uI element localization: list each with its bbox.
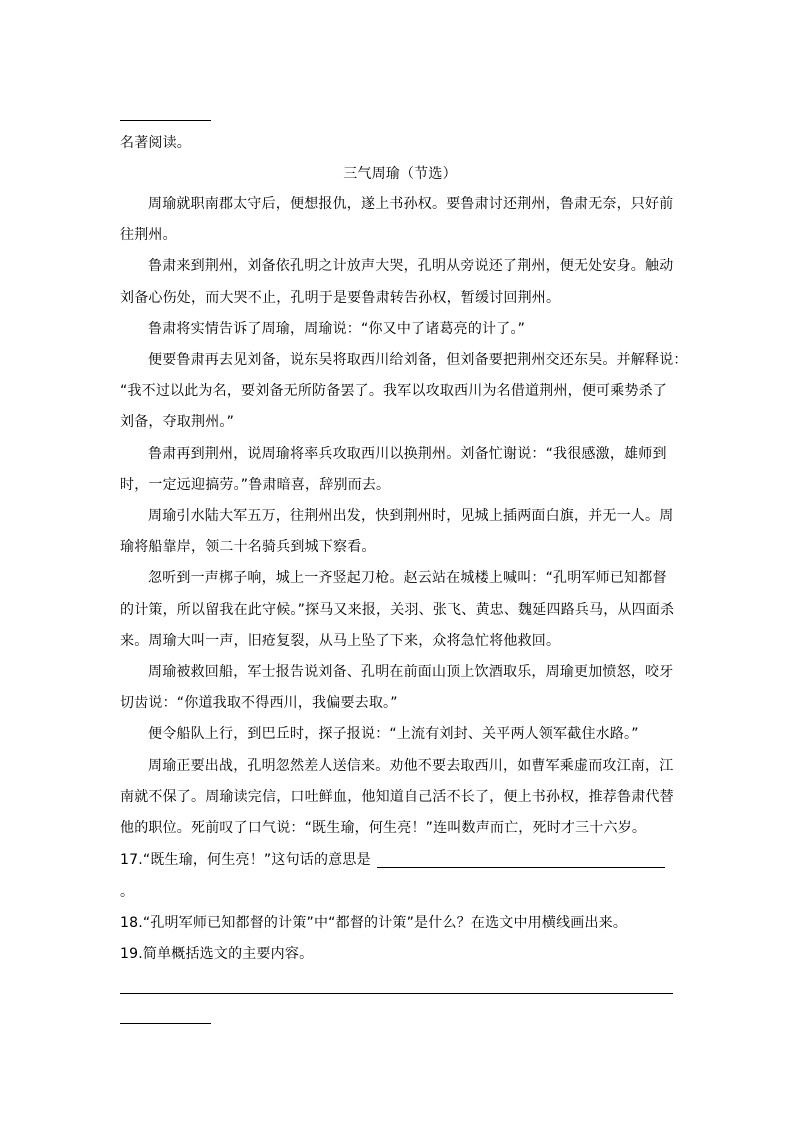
passage-line: 鲁肃将实情告诉了周瑜，周瑜说：“你又中了诸葛亮的计了。” bbox=[148, 321, 526, 337]
passage-line: 他的职位。死前叹了口气说：“既生瑜，何生亮！”连叫数声而亡，死时才三十六岁。 bbox=[120, 820, 647, 836]
section-label: 名著阅读。 bbox=[120, 135, 191, 151]
passage-line: 刘备心伤处，而大哭不止，孔明于是要鲁肃转告孙权，暂缓讨回荆州。 bbox=[120, 290, 561, 306]
passage-line: 周瑜被救回船，军士报告说刘备、孔明在前面山顶上饮酒取乐，周瑜更加愤怒，咬牙 bbox=[148, 664, 674, 680]
passage-line: 来。周瑜大叫一声，旧疮复裂，从马上坠了下来，众将急忙将他救回。 bbox=[120, 633, 561, 649]
question-17-number: 17. bbox=[120, 852, 143, 868]
question-17 bbox=[120, 852, 680, 868]
passage-line: “我不过以此为名，要刘备无所防备罢了。我军以攻取西川为名借道荆州，便可乘势杀了 bbox=[120, 383, 668, 399]
question-18-text: “孔明军师已知都督的计策”中“都督的计策”是什么？在选文中用横线画出来。 bbox=[142, 915, 628, 931]
passage-line: 往荆州。 bbox=[120, 227, 177, 243]
bottom-rule bbox=[120, 1023, 211, 1024]
passage-line: 瑜将船靠岸，领二十名骑兵到城下察看。 bbox=[120, 539, 376, 555]
passage-line: 切齿说：“你道我取不得西川，我偏要去取。” bbox=[120, 695, 398, 711]
question-18-number: 18. bbox=[120, 915, 143, 931]
passage-line: 周瑜就职南郡太守后，便想报仇，遂上书孙权。要鲁肃讨还荆州，鲁肃无奈，只好前 bbox=[148, 196, 674, 212]
answer-line-19[interactable] bbox=[120, 993, 673, 994]
question-17-text: “既生瑜，何生亮！”这句话的意思是 bbox=[142, 852, 371, 868]
passage-line: 刘备，夺取荆州。” bbox=[120, 414, 235, 430]
passage-line: 的计策，所以留我在此守候。”探马又来报，关羽、张飞、黄忠、魏延四路兵马，从四面杀 bbox=[120, 602, 675, 618]
passage-line: 南就不保了。周瑜读完信，口吐鲜血，他知道自己活不长了，便上书孙权，推荐鲁肃代替 bbox=[120, 789, 674, 805]
passage-line: 忽听到一声梆子响，城上一齐竖起刀枪。赵云站在城楼上喊叫：“孔明军师已知都督 bbox=[148, 570, 667, 586]
passage-line: 鲁肃再到荆州，说周瑜将率兵攻取西川以换荆州。刘备忙谢说：“我很感激，雄师到 bbox=[148, 446, 667, 462]
passage-line: 周瑜引水陆大军五万，往荆州出发，快到荆州时，见城上插两面白旗，并无一人。周 bbox=[148, 508, 674, 524]
passage-line: 鲁肃来到荆州，刘备依孔明之计放声大哭，孔明从旁说还了荆州，便无处安身。触动 bbox=[148, 258, 674, 274]
top-rule bbox=[120, 120, 211, 121]
answer-blank-17[interactable] bbox=[377, 853, 665, 868]
question-19-number: 19. bbox=[120, 946, 143, 962]
passage-line: 时，一定远迎搞劳。”鲁肃暗喜，辞别而去。 bbox=[120, 477, 391, 493]
passage-line: 周瑜正要出战，孔明忽然差人送信来。劝他不要去取西川，如曹军乘虚而攻江南，江 bbox=[148, 758, 674, 774]
passage-title: 三气周瑜（节选） bbox=[343, 166, 457, 182]
question-17-tail: 。 bbox=[120, 884, 135, 900]
passage-line: 便令船队上行，到巴丘时，探子报说：“上流有刘封、关平两人领军截住水路。” bbox=[148, 726, 639, 742]
question-18 bbox=[120, 915, 680, 931]
question-19-text: 简单概括选文的主要内容。 bbox=[142, 946, 314, 962]
passage-line: 便要鲁肃再去见刘备，说东吴将取西川给刘备，但刘备要把荆州交还东吴。并解释说： bbox=[148, 352, 688, 368]
question-19 bbox=[120, 946, 680, 962]
